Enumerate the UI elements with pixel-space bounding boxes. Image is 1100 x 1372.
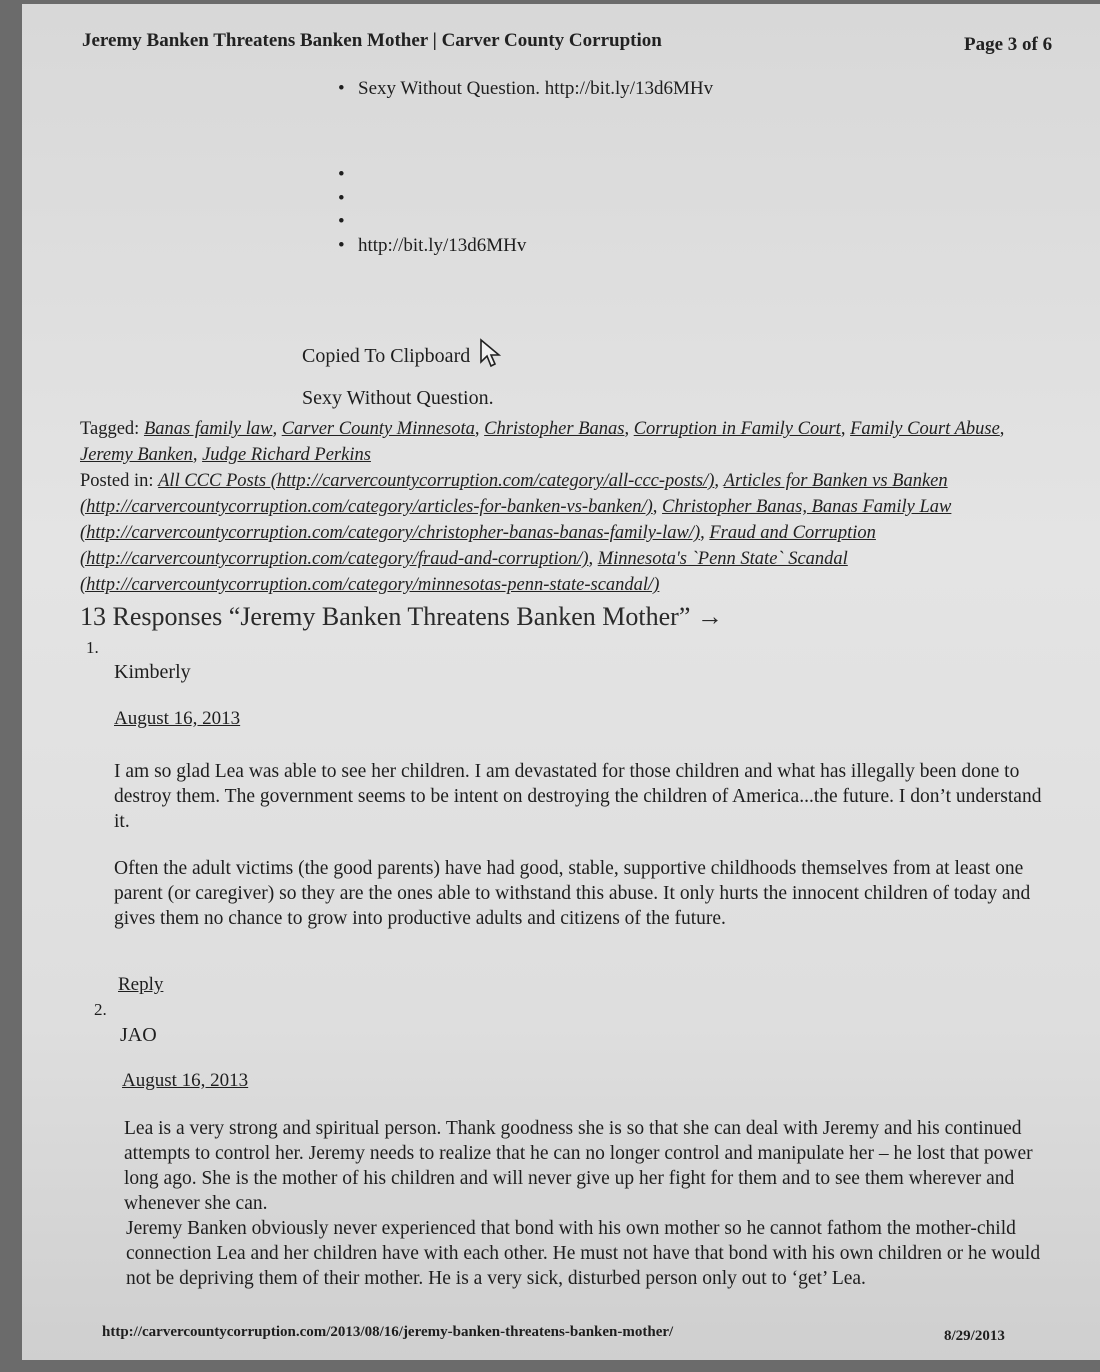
share-item-empty: • <box>338 211 345 232</box>
mouse-cursor-icon <box>479 338 501 374</box>
footer-url: http://carvercountycorruption.com/2013/08/16/jeremy-banken-threatens-banken-mother/ <box>102 1324 674 1340</box>
tag-link[interactable]: Corruption in Family Court <box>633 419 841 439</box>
page-header-title: Jeremy Banken Threatens Banken Mother | Carver County Corruption <box>82 30 662 51</box>
reply-link[interactable]: Reply <box>118 974 164 995</box>
category-link[interactable]: Fraud and Corruption (http://carvercountycorruption.com/category/fraud-and-corruption/) <box>80 523 876 569</box>
share-item-text: Sexy Without Question. http://bit.ly/13d6MHv <box>358 78 714 99</box>
tags-label: Tagged: <box>80 419 140 439</box>
category-link[interactable]: Minnesota's `Penn State` Scandal (http://carvercountycorruption.com/category/minnesotas-penn-state-scandal/) <box>80 549 848 595</box>
response-paragraph: Often the adult victims (the good parents) have had good, stable, supportive childhoods themselves from at least one parent (or caregiver) so they are the ones able to withstand this abuse. It only hurts the innocent children of today and gives them no chance to grow into productive adults and citizens of the future. <box>114 858 1031 929</box>
share-item-empty: • <box>338 164 345 185</box>
copied-text: Copied To Clipboard <box>302 345 471 367</box>
category-link[interactable]: All CCC Posts (http://carvercountycorruption.com/category/all-ccc-posts/) <box>158 471 715 491</box>
response-author: JAO <box>120 1024 157 1046</box>
response-number: 2. <box>94 1000 107 1019</box>
share-item: • Sexy Without Question. http://bit.ly/13d6MHv <box>338 78 714 99</box>
tag-link[interactable]: Carver County Minnesota <box>281 419 475 439</box>
response-number: 1. <box>86 638 99 657</box>
response-author: Kimberly <box>114 661 191 683</box>
responses-heading: 13 Responses “Jeremy Banken Threatens Banken Mother” → <box>80 602 723 631</box>
response-paragraph: I am so glad Lea was able to see her children. I am devastated for those children and what has illegally been done to destroy them. The government seems to be intent on destroying the children of America...the future. I don’t understand it. <box>114 761 1042 832</box>
response-date[interactable]: August 16, 2013 <box>114 708 241 729</box>
posted-label: Posted in: <box>80 471 154 491</box>
category-link[interactable]: Articles for Banken vs Banken (http://carvercountycorruption.com/category/articles-for-banken-vs-banken/) <box>80 471 948 517</box>
tag-link[interactable]: Judge Richard Perkins <box>202 445 371 465</box>
category-link[interactable]: Christopher Banas, Banas Family Law (http://carvercountycorruption.com/category/christopher-banas-banas-family-law/) <box>80 497 952 543</box>
tag-link[interactable]: Christopher Banas <box>484 419 625 439</box>
printed-page <box>22 4 1100 1360</box>
response-paragraph: Jeremy Banken obviously never experienced that bond with his own mother so he cannot fathom the mother-child connection Lea and her children have with each other. He must not have that bond with his own children or he would not be depriving them of their mother. He is a very sick, disturbed person only out to ‘get’ Lea. <box>126 1218 1041 1289</box>
tag-link[interactable]: Banas family law <box>143 419 273 439</box>
response-date[interactable]: August 16, 2013 <box>122 1070 249 1091</box>
tag-link[interactable]: Jeremy Banken <box>80 445 193 465</box>
share-caption: Sexy Without Question. <box>302 387 494 409</box>
tags-section: Tagged: Banas family law, Carver County Minnesota, Christopher Banas, Corruption in Family Court, Family Court Abuse, Jeremy Banken, Judge Richard Perkins <box>80 419 1005 465</box>
posted-in-section: Posted in: All CCC Posts (http://carvercountycorruption.com/category/all-ccc-posts/), Articles for Banken vs Banken (http://carvercountycorruption.com/category/articles-for-banken-vs-banken/), Christopher Banas, Banas Family Law (http://carvercountycorruption.com/category/christopher-banas-banas-family-law/), Fraud and Corruption (http://carvercountycorruption.com/category/fraud-and-corruption/), Minnesota's `Penn State` Scandal (http://carvercountycorruption.com/category/minnesotas-penn-state-scandal/) <box>80 471 952 595</box>
copied-to-clipboard-notice <box>302 338 501 374</box>
share-item-empty: • <box>338 188 345 209</box>
share-link[interactable]: http://bit.ly/13d6MHv <box>358 235 527 256</box>
tag-link[interactable]: Family Court Abuse <box>850 419 1000 439</box>
share-item: • http://bit.ly/13d6MHv <box>338 235 527 256</box>
response-paragraph: Lea is a very strong and spiritual person. Thank goodness she is so that she can deal with Jeremy and his continued attempts to control her. Jeremy needs to realize that he can no longer control and manipulate her – he lost that power long ago. She is the mother of his children and will never give up her fight for them and to see them wherever and whenever she can. <box>124 1118 1033 1214</box>
footer-date: 8/29/2013 <box>944 1328 1005 1344</box>
page-number: Page 3 of 6 <box>964 34 1053 55</box>
